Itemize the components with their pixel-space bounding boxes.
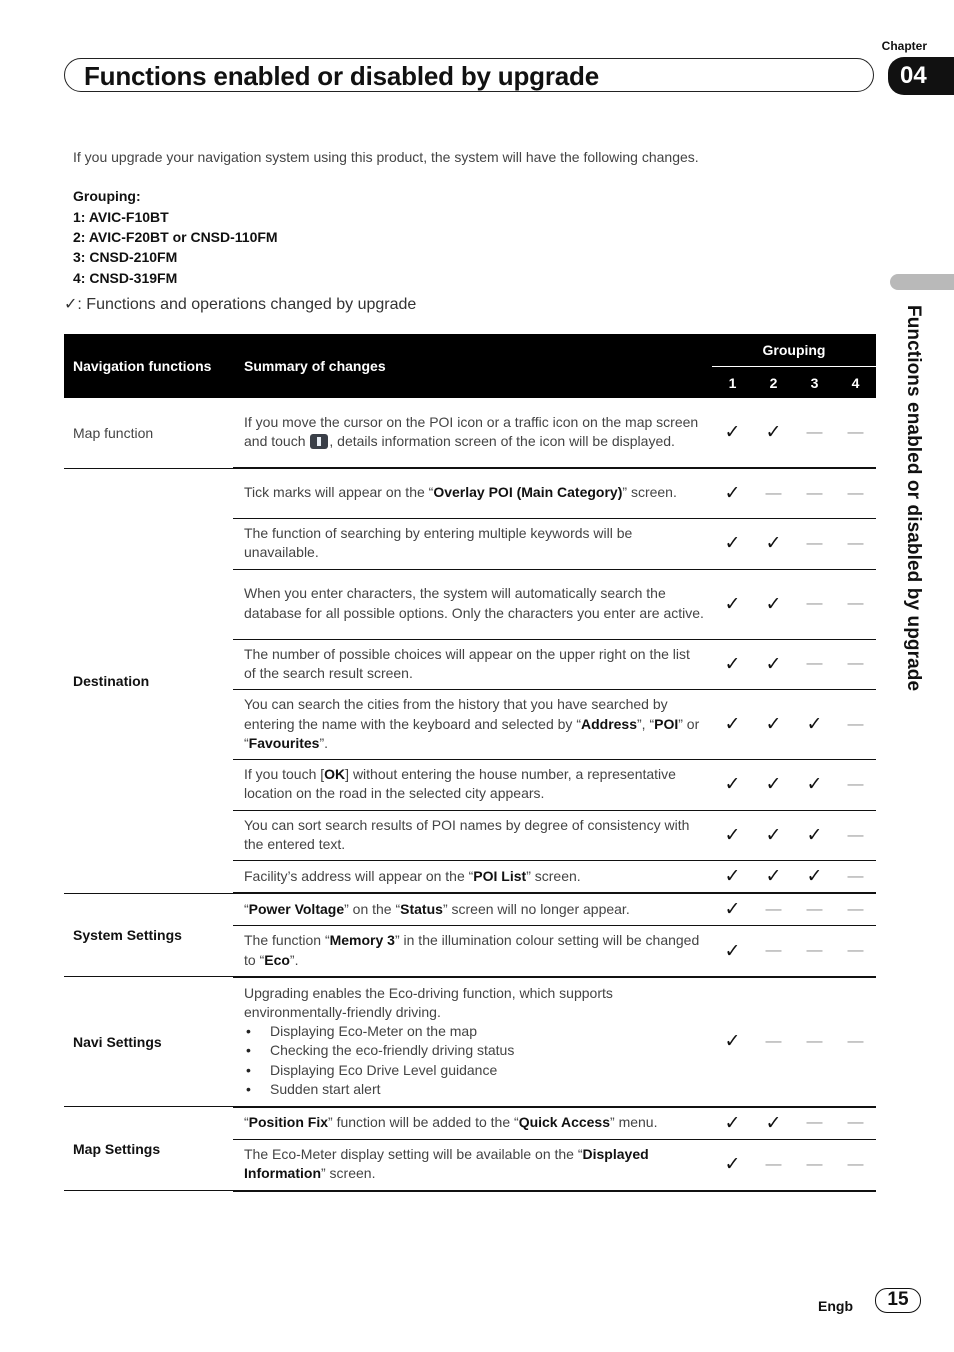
dash-mark: — xyxy=(794,519,835,570)
summary-text: If you move the cursor on the POI icon or a traffic icon on the map screen and touch xyxy=(244,413,699,449)
summary-bold: Status xyxy=(400,900,443,917)
dash-mark: — xyxy=(794,926,835,977)
grouping-item: 4: CNSD-319FM xyxy=(73,270,178,286)
bullet-item: • Checking the eco-friendly driving status xyxy=(244,1041,704,1060)
table-row xyxy=(64,1107,876,1140)
summary-text: ” or “ xyxy=(244,715,700,751)
dash-mark: — xyxy=(835,977,876,1107)
row-summary xyxy=(233,398,712,468)
summary-text: , details information screen of the icon will be displayed. xyxy=(329,433,675,449)
dash-mark: — xyxy=(794,639,835,690)
summary-bold: Address xyxy=(580,715,638,732)
check-mark-icon: ✓ xyxy=(753,519,794,570)
dash-mark: — xyxy=(835,519,876,570)
bullet-item: • Displaying Eco Drive Level guidance xyxy=(244,1061,704,1080)
summary-text: ] without entering the house number, a representative location on the road in the selected city appears. xyxy=(244,766,676,802)
row-summary xyxy=(233,760,712,811)
grouping-item: 1: AVIC-F10BT xyxy=(73,209,169,225)
summary-text: ” screen will no longer appear. xyxy=(442,900,630,917)
summary-bold: Favourites xyxy=(248,734,320,751)
page-number: 15 xyxy=(887,1289,909,1310)
header-group-2: 2 xyxy=(753,367,794,399)
dash-mark: — xyxy=(753,468,794,519)
header-grouping: Grouping xyxy=(712,334,876,367)
summary-text: The function “ xyxy=(244,932,330,949)
dash-mark: — xyxy=(835,760,876,811)
check-mark-icon: ✓ xyxy=(712,569,753,639)
check-mark-icon: ✓ xyxy=(753,810,794,861)
summary-text: If you touch [ xyxy=(244,766,325,783)
header-summary: Summary of changes xyxy=(233,334,712,398)
check-mark-icon: ✓ xyxy=(753,760,794,811)
check-mark-icon: ✓ xyxy=(753,861,794,894)
summary-bold: Power Voltage xyxy=(248,900,345,917)
dash-mark: — xyxy=(835,893,876,926)
row-summary: The number of possible choices will appear on the upper right on the list of the search result screen. xyxy=(233,639,712,690)
summary-bold: POI xyxy=(654,715,679,732)
info-icon xyxy=(310,434,328,449)
check-mark-icon: ✓ xyxy=(712,1107,753,1140)
row-summary xyxy=(233,893,712,926)
summary-text: ” screen. xyxy=(321,1165,376,1182)
check-mark-icon: ✓ xyxy=(712,398,753,468)
row-summary: The function of searching by entering multiple keywords will be unavailable. xyxy=(233,519,712,570)
check-mark-icon: ✓ xyxy=(794,760,835,811)
header-group-3: 3 xyxy=(794,367,835,399)
check-mark-icon: ✓ xyxy=(794,861,835,894)
dash-mark: — xyxy=(794,977,835,1107)
summary-text: “ xyxy=(244,1114,249,1131)
row-summary: You can sort search results of POI names by degree of consistency with the entered text. xyxy=(233,810,712,861)
row-summary xyxy=(233,1107,712,1140)
check-mark-icon: ✓ xyxy=(712,639,753,690)
page-title: Functions enabled or disabled by upgrade xyxy=(84,61,599,91)
summary-text: ” screen. xyxy=(622,484,677,501)
check-mark-icon: ✓ xyxy=(753,639,794,690)
grouping-heading: Grouping: xyxy=(73,188,141,204)
row-summary xyxy=(233,690,712,760)
legend-note: ✓: Functions and operations changed by upgrade xyxy=(64,296,417,313)
side-tab-marker xyxy=(890,274,954,290)
chapter-number: 04 xyxy=(900,62,927,89)
section-map-function: Map function xyxy=(64,398,233,468)
dash-mark: — xyxy=(794,893,835,926)
header-group-4: 4 xyxy=(835,367,876,399)
dash-mark: — xyxy=(835,861,876,894)
check-mark-icon: ✓ xyxy=(712,690,753,760)
dash-mark: — xyxy=(835,398,876,468)
dash-mark: — xyxy=(835,468,876,519)
row-summary xyxy=(233,977,712,1107)
row-summary: When you enter characters, the system will automatically search the database for all possible options. Only the characters you enter are active. xyxy=(233,569,712,639)
row-summary xyxy=(233,926,712,977)
dash-mark: — xyxy=(794,569,835,639)
summary-bold: Memory 3 xyxy=(329,932,395,949)
dash-mark: — xyxy=(835,926,876,977)
section-system-settings: System Settings xyxy=(64,893,233,977)
table-row xyxy=(64,468,876,519)
summary-bold: POI List xyxy=(473,867,527,884)
grouping-item: 3: CNSD-210FM xyxy=(73,249,178,265)
upgrade-changes-table xyxy=(64,334,876,1192)
section-destination: Destination xyxy=(64,468,233,893)
header-navigation-functions: Navigation functions xyxy=(64,334,233,398)
dash-mark: — xyxy=(794,1107,835,1140)
check-mark-icon: ✓ xyxy=(794,810,835,861)
summary-text: ”, “ xyxy=(637,715,655,732)
check-mark-icon: ✓ xyxy=(794,690,835,760)
dash-mark: — xyxy=(794,398,835,468)
check-mark-icon: ✓ xyxy=(712,760,753,811)
dash-mark: — xyxy=(835,810,876,861)
row-summary xyxy=(233,468,712,519)
dash-mark: — xyxy=(835,569,876,639)
summary-text: Facility’s address will appear on the “ xyxy=(244,867,474,884)
summary-text: ” function will be added to the “ xyxy=(328,1114,519,1131)
table-row xyxy=(64,398,876,468)
summary-bold: Overlay POI (Main Category) xyxy=(433,484,623,501)
check-mark-icon: ✓ xyxy=(753,1107,794,1140)
summary-text: ” screen. xyxy=(526,867,581,884)
dash-mark: — xyxy=(753,1139,794,1190)
bullet-item: • Displaying Eco-Meter on the map xyxy=(244,1022,704,1041)
check-mark-icon: ✓ xyxy=(712,926,753,977)
dash-mark: — xyxy=(835,1107,876,1140)
section-map-settings: Map Settings xyxy=(64,1107,233,1191)
check-mark-icon: ✓ xyxy=(753,398,794,468)
header-group-1: 1 xyxy=(712,367,753,399)
dash-mark: — xyxy=(794,468,835,519)
intro-paragraph: If you upgrade your navigation system using this product, the system will have the following changes. xyxy=(73,149,699,165)
check-mark-icon: ✓ xyxy=(712,861,753,894)
summary-bold: Position Fix xyxy=(248,1114,329,1131)
summary-text: Tick marks will appear on the “ xyxy=(244,484,434,501)
summary-text: ” menu. xyxy=(610,1114,658,1131)
summary-text: The Eco-Meter display setting will be available on the “ xyxy=(244,1145,583,1162)
bullet-item: • Sudden start alert xyxy=(244,1080,704,1099)
summary-text: ” on the “ xyxy=(344,900,401,917)
check-mark-icon: ✓ xyxy=(712,468,753,519)
language-code: Engb xyxy=(818,1298,853,1314)
summary-bold: OK xyxy=(324,766,346,783)
check-mark-icon: ✓ xyxy=(712,1139,753,1190)
dash-mark: — xyxy=(753,977,794,1107)
row-summary xyxy=(233,1139,712,1190)
summary-text: ” in the illumination colour setting will be changed to “ xyxy=(244,932,700,968)
check-mark-icon: ✓ xyxy=(712,810,753,861)
grouping-item: 2: AVIC-F20BT or CNSD-110FM xyxy=(73,229,278,245)
dash-mark: — xyxy=(794,1139,835,1190)
summary-bold: Eco xyxy=(264,951,290,968)
chapter-label: Chapter xyxy=(881,39,927,53)
summary-text: “ xyxy=(244,900,249,917)
check-mark-icon: ✓ xyxy=(712,977,753,1107)
summary-text: ”. xyxy=(319,734,329,751)
dash-mark: — xyxy=(835,1139,876,1190)
summary-bold: Quick Access xyxy=(518,1114,611,1131)
check-mark-icon: ✓ xyxy=(712,893,753,926)
dash-mark: — xyxy=(753,893,794,926)
table-row xyxy=(64,977,876,1107)
table-row xyxy=(64,893,876,926)
dash-mark: — xyxy=(835,639,876,690)
check-mark-icon: ✓ xyxy=(753,690,794,760)
summary-bold: Displayed Information xyxy=(244,1145,649,1182)
summary-text: Upgrading enables the Eco-driving function, which supports environmentally-friendly driving. xyxy=(244,984,613,1020)
summary-text: ”. xyxy=(289,951,299,968)
check-mark-icon: ✓ xyxy=(753,569,794,639)
side-running-title: Functions enabled or disabled by upgrade xyxy=(903,305,924,692)
check-mark-icon: ✓ xyxy=(712,519,753,570)
dash-mark: — xyxy=(835,690,876,760)
summary-text: You can search the cities from the history that you have searched by entering the name with the keyboard and selected by “ xyxy=(244,696,668,732)
dash-mark: — xyxy=(753,926,794,977)
row-summary xyxy=(233,861,712,894)
section-navi-settings: Navi Settings xyxy=(64,977,233,1107)
